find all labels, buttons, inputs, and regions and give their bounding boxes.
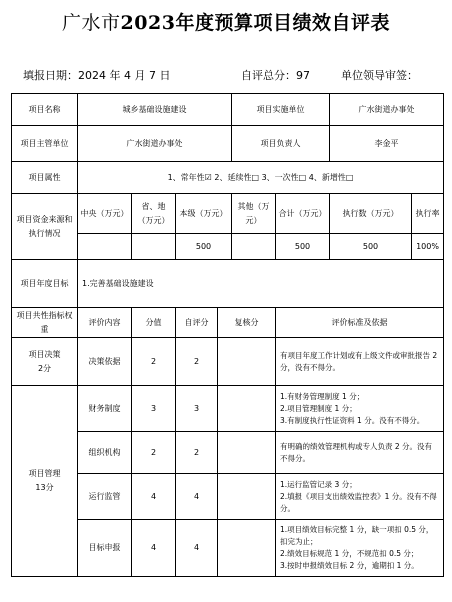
- goal-value: 1.完善基础设施建设: [78, 260, 444, 308]
- eval-criteria: [276, 432, 444, 474]
- eval-review: [218, 520, 276, 577]
- group-decision: [12, 338, 78, 386]
- eval-content: 组织机构: [78, 432, 132, 474]
- funding-header-row: [12, 194, 444, 234]
- criteria-line: 1.项目绩效目标完整 1 分，缺一项扣 0.5 分，扣完为止；: [280, 525, 434, 546]
- fill-date: 填报日期：2024 年 4 月 7 日: [23, 69, 171, 82]
- eval-review: [218, 474, 276, 520]
- funding-val-rate: 100%: [412, 234, 444, 260]
- eval-row: [12, 386, 444, 432]
- criteria-line: 1.运行监管记录 3 分；: [280, 479, 357, 489]
- eval-criteria: [276, 520, 444, 577]
- group-management-name: 项目管理: [28, 469, 61, 478]
- criteria-line: 2.项目管理制度 1 分；: [280, 403, 357, 413]
- authority-row: [12, 126, 444, 162]
- impl-unit-value: 广水街道办事处: [330, 94, 444, 126]
- title-year: 2023: [120, 12, 176, 34]
- page-title: [0, 8, 452, 35]
- criteria-line: 3.按时申报绩效目标 2 分，逾期扣 1 分。: [280, 561, 419, 570]
- funding-col-rate: 执行率: [412, 194, 444, 234]
- group-decision-name: 项目决策: [28, 349, 61, 359]
- eval-header-criteria: 评价标准及依据: [276, 308, 444, 338]
- eval-self: 4: [176, 520, 218, 577]
- eval-review: [218, 386, 276, 432]
- funding-col-total: 合计（万元）: [276, 194, 330, 234]
- eval-content: 运行监管: [78, 474, 132, 520]
- eval-criteria: [276, 386, 444, 432]
- eval-self: 4: [176, 474, 218, 520]
- funding-col-province: 省、地（万元）: [132, 194, 176, 234]
- eval-row: [12, 338, 444, 386]
- eval-content: 财务制度: [78, 386, 132, 432]
- eval-score: 2: [132, 432, 176, 474]
- project-name-value: 城乡基础设施建设: [78, 94, 232, 126]
- criteria-line: 1.有财务管理制度 1 分；: [280, 391, 365, 401]
- title-suffix: 年度预算项目绩效自评表: [175, 12, 390, 34]
- group-decision-weight: 2分: [37, 363, 52, 373]
- eval-header-row: [12, 308, 444, 338]
- eval-self: 2: [176, 338, 218, 386]
- eval-header-content: 评价内容: [78, 308, 132, 338]
- funding-col-local: 本级（万元）: [176, 194, 232, 234]
- funding-col-executed: 执行数（万元）: [330, 194, 412, 234]
- eval-self: 2: [176, 432, 218, 474]
- goal-row: [12, 260, 444, 308]
- impl-unit-label: 项目实施单位: [232, 94, 330, 126]
- funding-val-total: 500: [276, 234, 330, 260]
- criteria-line: 2.填报《项目支出绩效监控表》1 分。没有不得分。: [280, 491, 437, 513]
- owner-label: 项目负责人: [232, 126, 330, 162]
- eval-review: [218, 432, 276, 474]
- authority-label: 项目主管单位: [12, 126, 78, 162]
- unit-leader-sign: 单位领导审签：: [341, 69, 418, 82]
- eval-review: [218, 338, 276, 386]
- project-name-row: [12, 94, 444, 126]
- funding-val-executed: 500: [330, 234, 412, 260]
- attribute-options: 1、常年性☑ 2、延续性□ 3、一次性□ 4、新增性□: [78, 162, 444, 194]
- eval-content: 决策依据: [78, 338, 132, 386]
- funding-col-other: 其他（万元）: [232, 194, 276, 234]
- attribute-row: [12, 162, 444, 194]
- funding-col-central: 中央（万元）: [78, 194, 132, 234]
- eval-score: 4: [132, 520, 176, 577]
- criteria-line: 3.有制度执行性证资料 1 分。没有不得分。: [280, 415, 425, 425]
- eval-score: 3: [132, 386, 176, 432]
- eval-self: 3: [176, 386, 218, 432]
- evaluation-form: [11, 93, 444, 577]
- title-prefix: 广水市: [62, 12, 121, 34]
- eval-score: 2: [132, 338, 176, 386]
- group-management: [12, 386, 78, 577]
- eval-header-self: 自评分: [176, 308, 218, 338]
- authority-value: 广水街道办事处: [78, 126, 232, 162]
- goal-label: 项目年度目标: [12, 260, 78, 308]
- eval-content: 目标申报: [78, 520, 132, 577]
- eval-score: 4: [132, 474, 176, 520]
- eval-header-indicator: 项目共性指标权重: [12, 308, 78, 338]
- funding-label: 项目资金来源和执行情况: [12, 194, 78, 260]
- eval-criteria: [276, 474, 444, 520]
- eval-header-score: 分值: [132, 308, 176, 338]
- owner-value: 李金平: [330, 126, 444, 162]
- self-score-total: 自评总分：97: [241, 69, 310, 82]
- criteria-line: 有明确的绩效管理机构或专人负责 2 分。没有不得分。: [280, 441, 433, 463]
- funding-val-central: [78, 234, 132, 260]
- eval-criteria: [276, 338, 444, 386]
- attribute-label: 项目属性: [12, 162, 78, 194]
- funding-val-province: [132, 234, 176, 260]
- project-name-label: 项目名称: [12, 94, 78, 126]
- group-management-weight: 13分: [35, 483, 54, 492]
- criteria-line: 2.绩效目标规范 1 分，不规范扣 0.5 分；: [280, 549, 419, 558]
- eval-header-review: 复核分: [218, 308, 276, 338]
- criteria-line: 有项目年度工作计划或有上级文件或审批报告 2 分，没有不得分。: [280, 350, 438, 372]
- funding-val-local: 500: [176, 234, 232, 260]
- funding-val-other: [232, 234, 276, 260]
